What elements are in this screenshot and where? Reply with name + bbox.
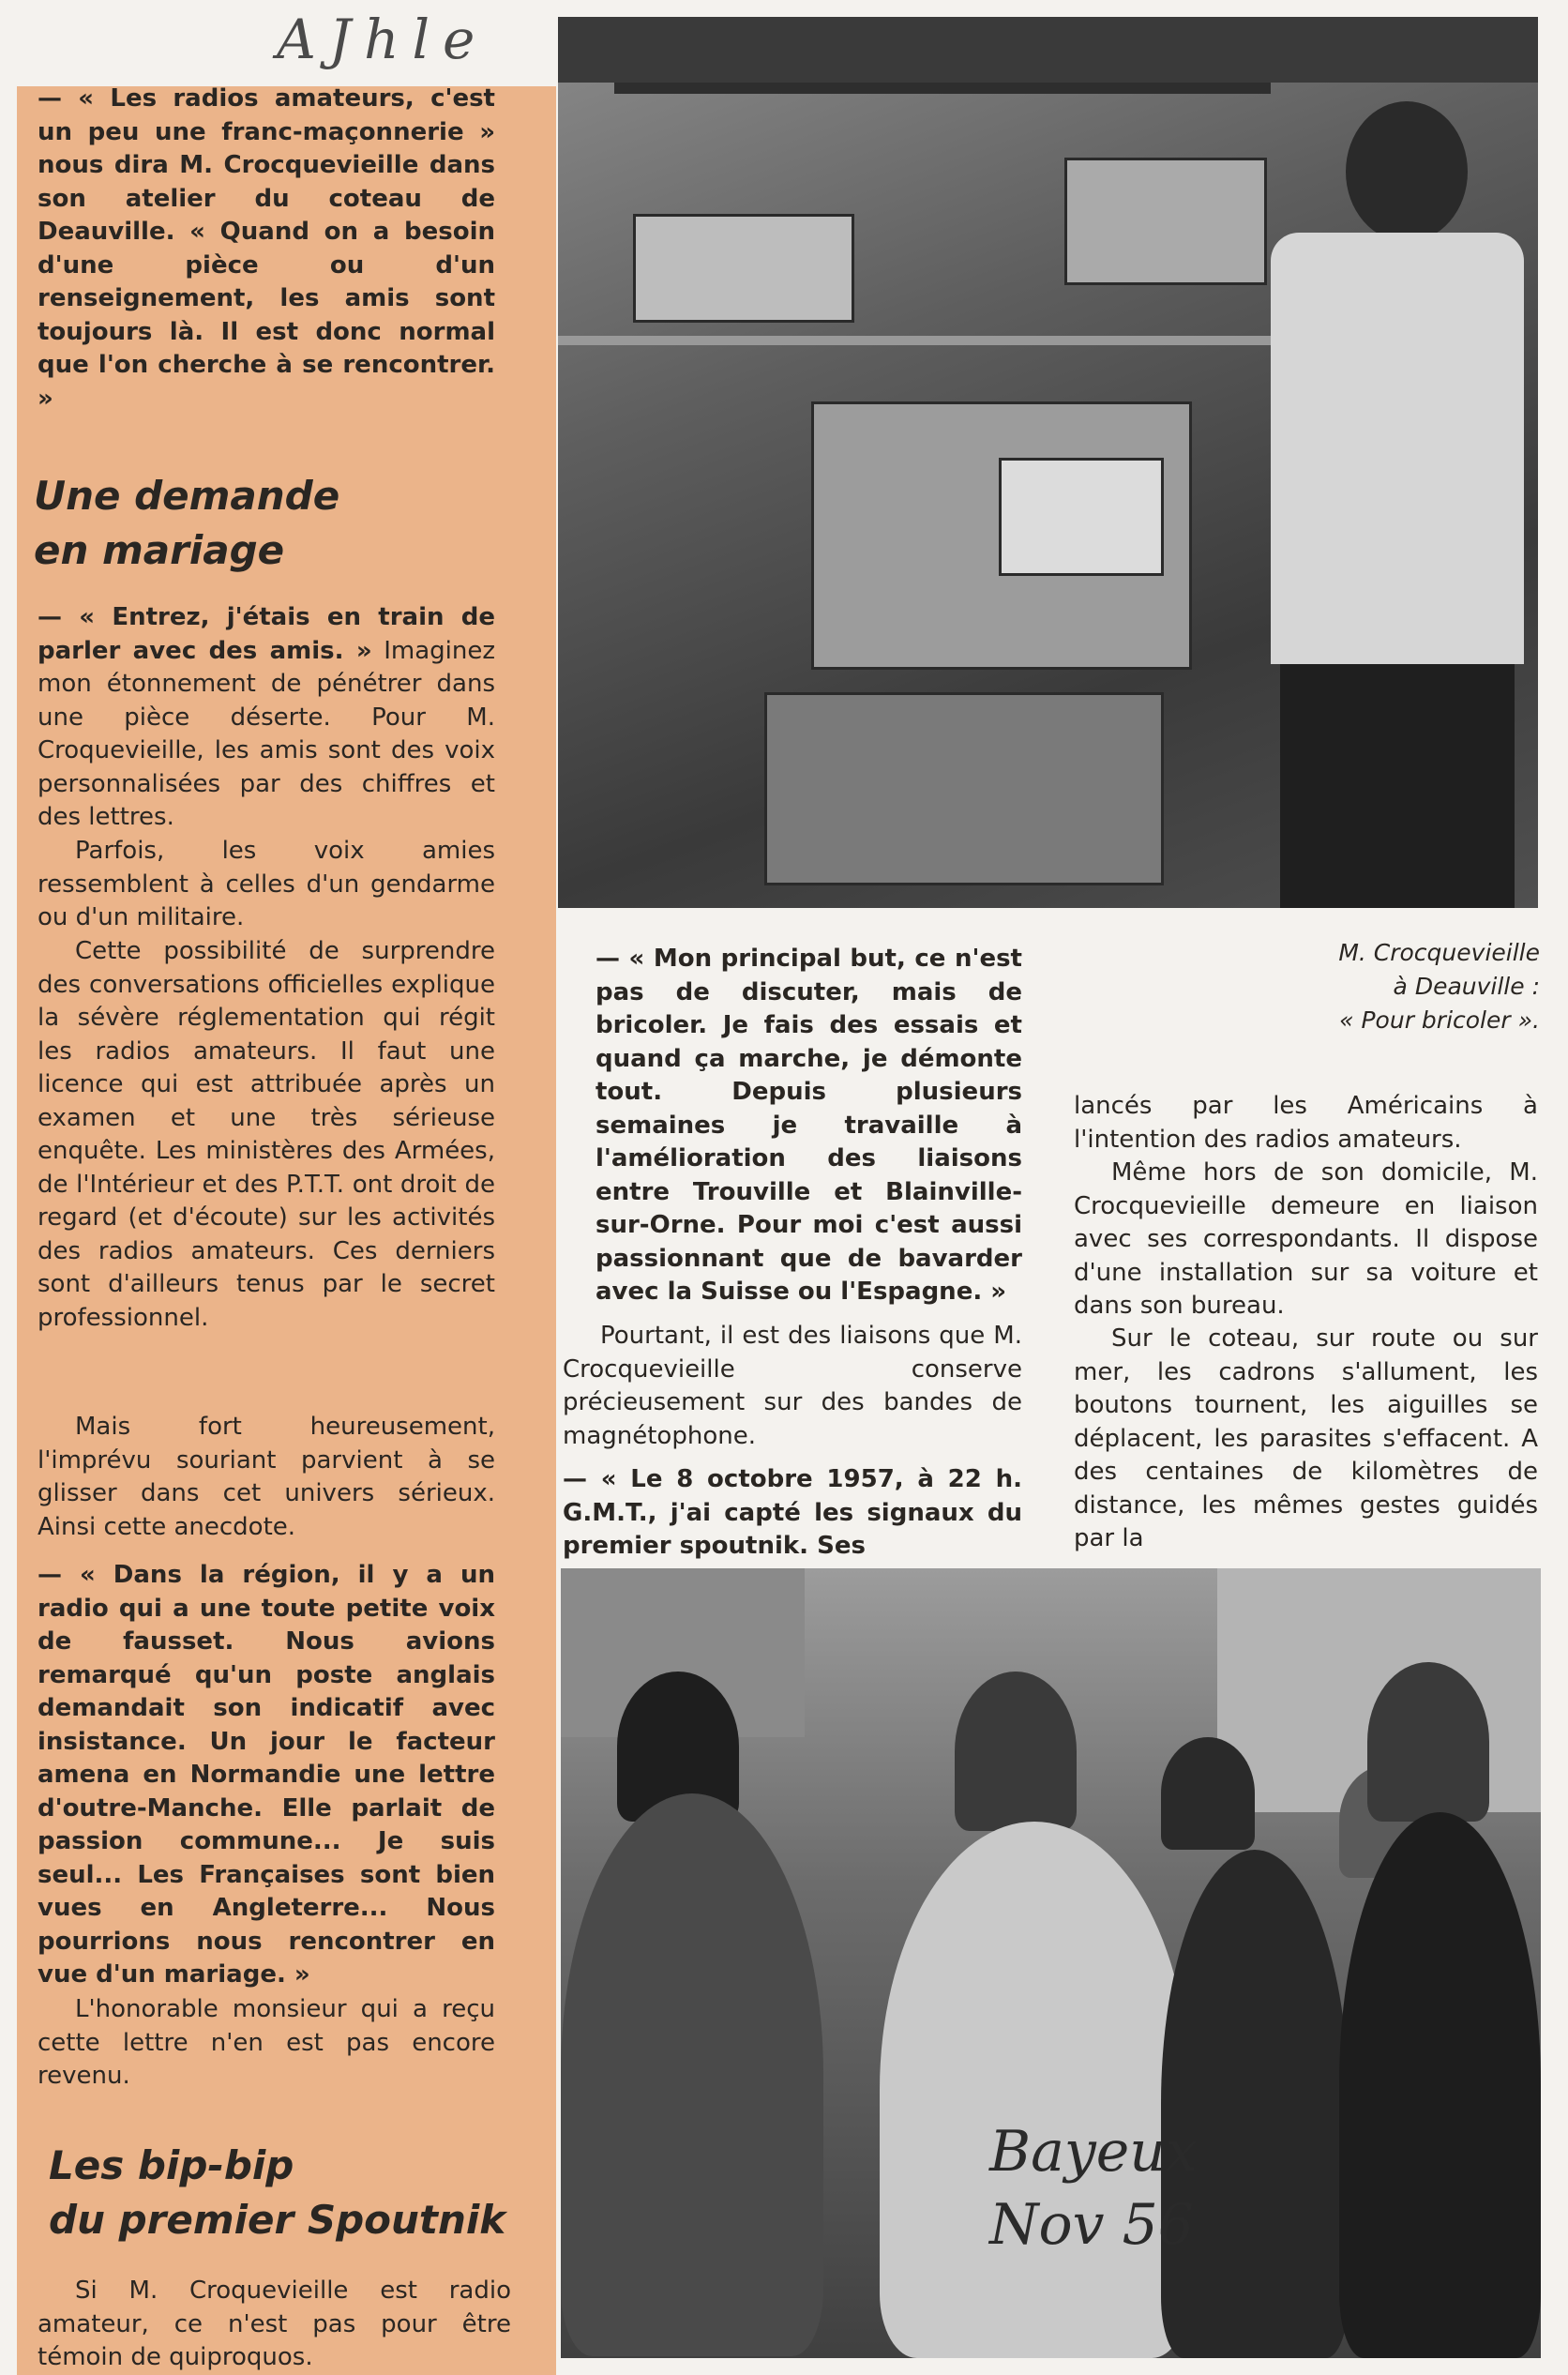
- caption-line: à Deauville :: [1393, 973, 1540, 1000]
- heading-line: Les bip-bip: [49, 2142, 294, 2188]
- caption-line: M. Crocquevieille: [1338, 939, 1540, 966]
- quote-paragraph: — « Dans la région, il y a un radio qui a une toute petite voix de fausset. Nous avions remarqué qu'un poste anglais demandait son indicatif avec insistance. Un jour le facteur amena en Normandie une lettre d'outre-Manche. Elle parlait de passion commune... Je suis seul... Les Françaises sont bien vues en Angleterre... Nous pourrions nous rencontrer en vue d'un mariage. »: [38, 1561, 495, 1989]
- paragraph: Parfois, les voix amies ressemblent à celles d'un gendarme ou d'un militaire.: [38, 837, 495, 931]
- quote-bold: — « Entrez, j'étais en train de parler avec des amis. »: [38, 603, 495, 665]
- photo-caption: [1259, 936, 1540, 1037]
- caption-line: « Pour bricoler ».: [1339, 1006, 1540, 1034]
- paragraph-text: Imaginez mon étonnement de pénétrer dans une pièce déserte. Pour M. Croquevieille, les amis sont des voix personnalisées par des chiffres et des lettres.: [38, 636, 496, 831]
- heading-les-bip-bip: [49, 2139, 505, 2247]
- photo-radio-workbench: [558, 17, 1538, 908]
- quote-paragraph: — « Mon principal but, ce n'est pas de discuter, mais de bricoler. Je fais des essais et quand ça marche, je démonte tout. Depuis plusieurs semaines je travaille à l'amélioration des liaisons entre Trouville et Blainville-sur-Orne. Pour moi c'est aussi passionnant que de bavarder avec la Suisse ou l'Espagne. »: [596, 945, 1022, 1306]
- handwritten-date: Nov 56: [989, 2192, 1194, 2258]
- paragraph: lancés par les Américains à l'intention des radios amateurs.: [1074, 1092, 1538, 1154]
- paragraph: Mais fort heureusement, l'imprévu souriant parvient à se glisser dans cet univers sérieux. Ainsi cette anecdote.: [38, 1413, 495, 1541]
- quote-paragraph: — « Le 8 octobre 1957, à 22 h. G.M.T., j'ai capté les signaux du premier spoutnik. Ses: [563, 1465, 1022, 1560]
- paragraph: L'honorable monsieur qui a reçu cette lettre n'en est pas encore revenu.: [38, 1995, 495, 2090]
- heading-une-demande: [34, 469, 339, 578]
- heading-line: du premier Spoutnik: [49, 2197, 506, 2243]
- paragraph: Cette possibilité de surprendre des conversations officielles explique la sévère réglementation qui régit les radios amateurs. Il faut une licence qui est attribuée après un examen et une très sérieuse enquête. Les ministères des Armées, de l'Intérieur et des P.T.T. ont droit de regard (et d'écoute) sur les activités des radios amateurs. Ces derniers sont d'ailleurs tenus par le secret professionnel.: [38, 937, 495, 1332]
- paragraph: Même hors de son domicile, M. Crocquevieille demeure en liaison avec ses correspondants. Il dispose d'une installation sur sa voiture et dans son bureau.: [1074, 1158, 1538, 1320]
- handwritten-place: Bayeux: [989, 2119, 1198, 2185]
- paragraph: Pourtant, il est des liaisons que M. Crocquevieille conserve précieusement sur des bandes de magnétophone.: [563, 1322, 1022, 1450]
- heading-line: Une demande: [34, 473, 340, 519]
- paragraph: Si M. Croquevieille est radio amateur, ce n'est pas pour être témoin de quiproquos.: [38, 2277, 511, 2371]
- intro-paragraph: — « Les radios amateurs, c'est un peu une franc-maçonnerie » nous dira M. Crocquevieille dans son atelier du coteau de Deauville. « Quand on a besoin d'une pièce ou d'un renseignement, les amis sont toujours là. Il est donc normal que l'on cherche à se rencontrer. »: [38, 84, 495, 413]
- paragraph: Sur le coteau, sur route ou sur mer, les cadrons s'allument, les boutons tournent, les aiguilles se déplacent, les parasites s'effacent. A des centaines de kilomètres de distance, les mêmes gestes guidés par la: [1074, 1324, 1538, 1552]
- paragraph: [38, 601, 495, 835]
- heading-line: en mariage: [34, 527, 285, 573]
- handwritten-annotation-top: AJhle: [277, 8, 489, 71]
- handwritten-annotation-photo: [989, 2115, 1198, 2262]
